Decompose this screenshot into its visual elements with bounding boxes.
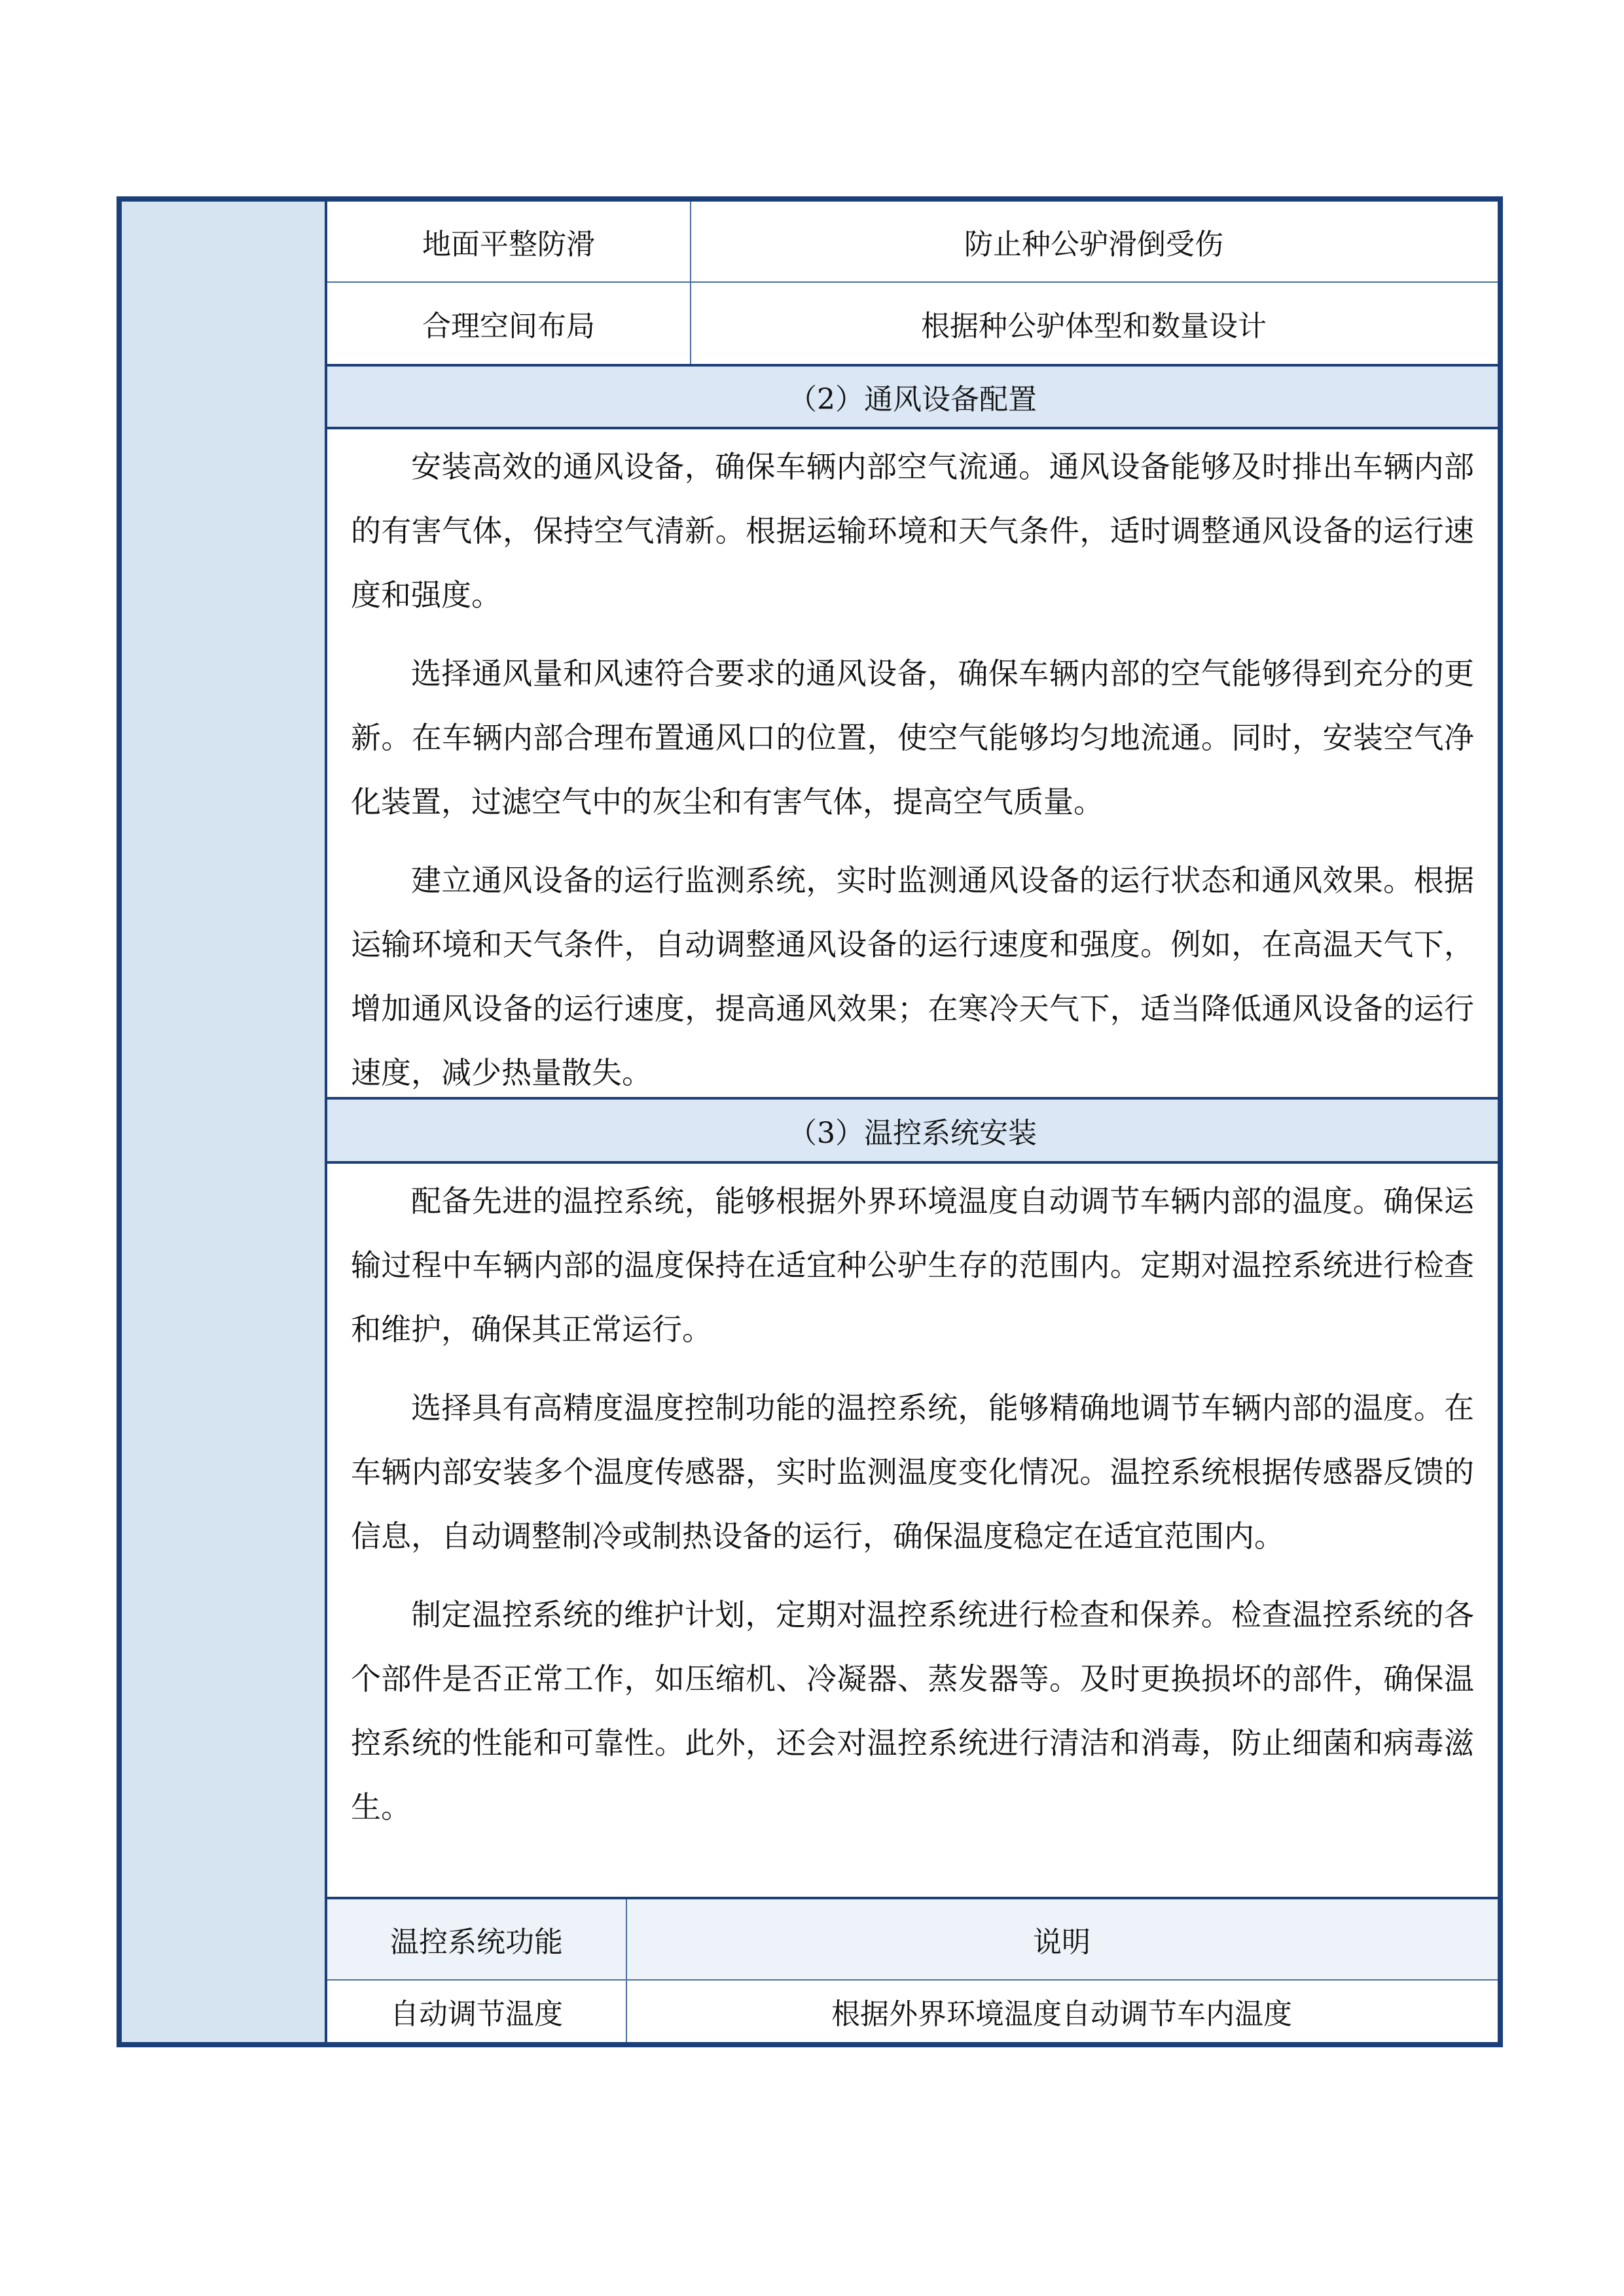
section-header-temperature-control: （3）温控系统安装 bbox=[327, 1100, 1498, 1164]
table-cell-feature: 合理空间布局 bbox=[327, 283, 691, 364]
section-header-ventilation: （2）通风设备配置 bbox=[327, 367, 1498, 429]
paragraph: 安装高效的通风设备，确保车辆内部空气流通。通风设备能够及时排出车辆内部的有害气体，保持空气清新。根据运输环境和天气条件，适时调整通风设备的运行速度和强度。 bbox=[351, 449, 1474, 613]
table-cell-purpose: 根据种公驴体型和数量设计 bbox=[921, 310, 1267, 343]
paragraph: 配备先进的温控系统，能够根据外界环境温度自动调节车辆内部的温度。确保运输过程中车辆内部的温度保持在适宜种公驴生存的范围内。定期对温控系统进行检查和维护，确保其正常运行。 bbox=[351, 1183, 1474, 1347]
table-row bbox=[327, 1981, 1498, 2042]
table-header-function: 温控系统功能 bbox=[327, 1899, 627, 1979]
paragraph: 制定温控系统的维护计划，定期对温控系统进行检查和保养。检查温控系统的各个部件是否正常工作，如压缩机、冷凝器、蒸发器等。及时更换损坏的部件，确保温控系统的性能和可靠性。此外，还会对温控系统进行清洁和消毒，防止细菌和病毒滋生。 bbox=[351, 1597, 1474, 1825]
table-cell-purpose: 防止种公驴滑倒受伤 bbox=[964, 228, 1223, 261]
table-cell-function: 自动调节温度 bbox=[327, 1981, 627, 2042]
table-cell-feature: 地面平整防滑 bbox=[327, 202, 691, 281]
paragraph: 建立通风设备的运行监测系统，实时监测通风设备的运行状态和通风效果。根据运输环境和天气条件，自动调整通风设备的运行速度和强度。例如，在高温天气下，增加通风设备的运行速度，提高通风效果；在寒冷天气下，适当降低通风设备的运行速度，减少热量散失。 bbox=[351, 863, 1474, 1090]
document-frame bbox=[117, 196, 1503, 2047]
paragraph: 选择通风量和风速符合要求的通风设备，确保车辆内部的空气能够得到充分的更新。在车辆内部合理布置通风口的位置，使空气能够均匀地流通。同时，安装空气净化装置，过滤空气中的灰尘和有害气体，提高空气质量。 bbox=[351, 656, 1474, 819]
table-row bbox=[327, 202, 1498, 283]
content-column bbox=[327, 202, 1498, 2042]
table-header-row bbox=[327, 1899, 1498, 1981]
section-body-temperature-control bbox=[327, 1164, 1498, 1899]
section-body-ventilation bbox=[327, 429, 1498, 1100]
table-cell-description: 根据外界环境温度自动调节车内温度 bbox=[831, 1998, 1292, 2031]
table-row bbox=[327, 283, 1498, 367]
paragraph: 选择具有高精度温度控制功能的温控系统，能够精确地调节车辆内部的温度。在车辆内部安装多个温度传感器，实时监测温度变化情况。温控系统根据传感器反馈的信息，自动调整制冷或制热设备的运行，确保温度稳定在适宜范围内。 bbox=[351, 1390, 1474, 1554]
table-header-description: 说明 bbox=[1033, 1926, 1091, 1959]
left-sidebar-column bbox=[122, 202, 327, 2042]
